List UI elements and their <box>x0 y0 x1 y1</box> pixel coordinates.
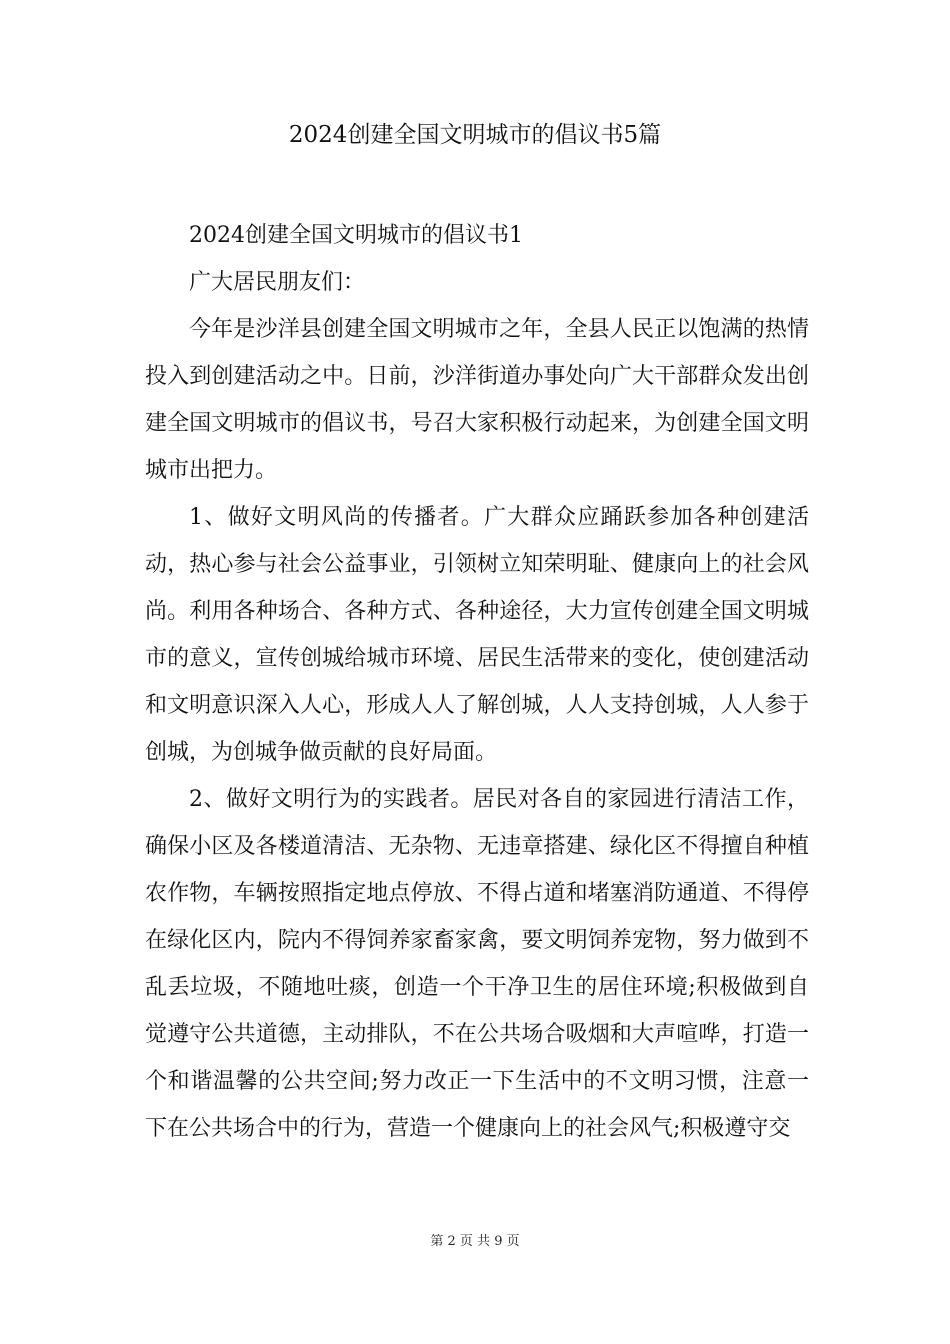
paragraph-intro: 今年是沙洋县创建全国文明城市之年，全县人民正以饱满的热情投入到创建活动之中。日前，沙洋街道办事处向广大干部群众发出创建全国文明城市的倡议书，号召大家积极行动起来，为创建全国文明城市出把力。 <box>145 317 809 483</box>
paragraph-item-2: 2、做好文明行为的实践者。居民对各自的家园进行清洁工作，确保小区及各楼道清洁、无杂物、无违章搭建、绿化区不得擅自种植农作物，车辆按照指定地点停放、不得占道和堵塞消防通道、不得停在绿化区内，院内不得饲养家畜家禽，要文明饲养宠物，努力做到不乱丢垃圾，不随地吐痰，创造一个干净卫生的居住环境;积极做到自觉遵守公共道德，主动排队，不在公共场合吸烟和大声喧哗，打造一个和谐温馨的公共空间;努力改正一下生活中的不文明习惯，注意一下在公共场合中的行为，营造一个健康向上的社会风气;积极遵守交 <box>145 787 809 1141</box>
section-heading: 2024创建全国文明城市的倡议书1 <box>189 223 523 248</box>
page-number-footer: 第 2 页 共 9 页 <box>430 1234 520 1249</box>
document-body <box>145 212 809 1152</box>
salutation: 广大居民朋友们： <box>189 270 366 295</box>
paragraph-item-1: 1、做好文明风尚的传播者。广大群众应踊跃参加各种创建活动，热心参与社会公益事业，引领树立知荣明耻、健康向上的社会风尚。利用各种场合、各种方式、各种途径，大力宣传创建全国文明城市的意义，宣传创城给城市环境、居民生活带来的变化，使创建活动和文明意识深入人心，形成人人了解创城，人人支持创城，人人参于创城，为创城争做贡献的良好局面。 <box>145 505 809 765</box>
document-title: 2024创建全国文明城市的倡议书5篇 <box>288 122 662 148</box>
